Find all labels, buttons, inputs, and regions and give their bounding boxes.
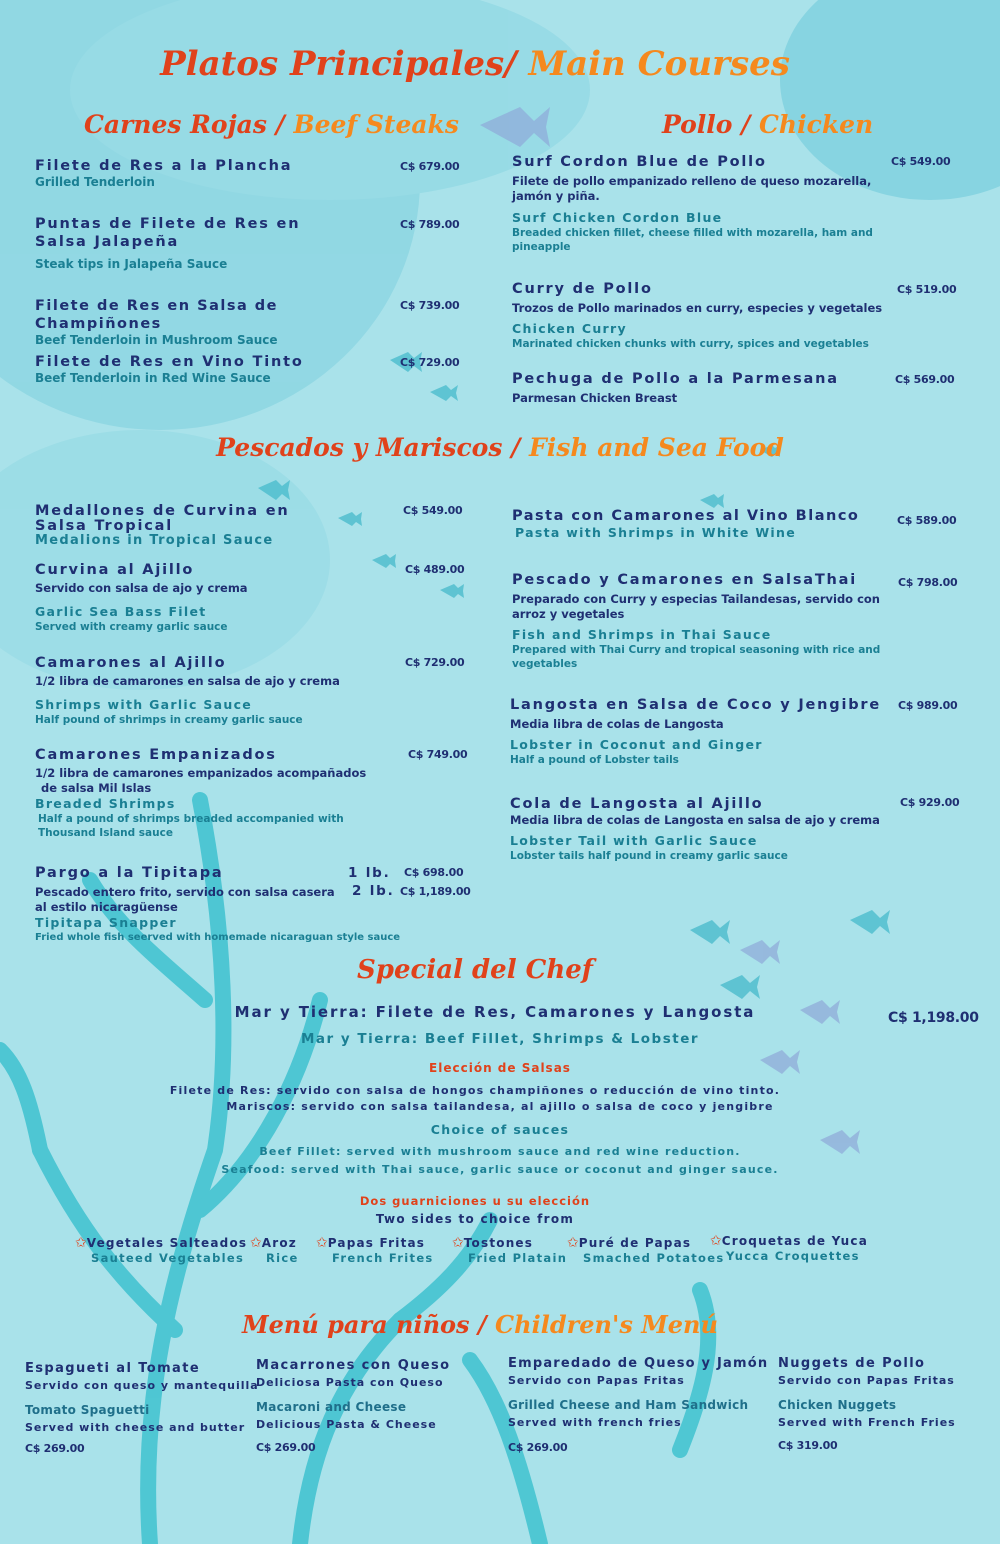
item-description-cont: de salsa Mil Islas: [41, 781, 152, 795]
item-description: Servido con Papas Fritas: [778, 1374, 955, 1387]
item-price: C$ 269.00: [508, 1441, 568, 1454]
fish-right-item-3: [510, 696, 890, 767]
item-english: Grilled Cheese and Ham Sandwich: [508, 1398, 749, 1412]
item-english: Macaroni and Cheese: [256, 1400, 407, 1414]
item-description-cont: al estilo nicaragüense: [35, 900, 178, 914]
beef-item-3: [35, 297, 405, 347]
sauces-es-line-2: Mariscos: servido con salsa tailandesa, al ajillo o salsa de coco y jengibre: [226, 1100, 774, 1113]
item-name: Curry de Pollo: [512, 281, 653, 297]
item-name-cont: Salsa Jalapeña: [35, 234, 180, 250]
item-english-description: Lobster tails half pound in creamy garlic sauce: [510, 850, 788, 862]
chicken-item-2: [512, 280, 892, 351]
sauces-en-line-1: Beef Fillet: served with mushroom sauce and red wine reduction.: [259, 1145, 741, 1158]
item-price: C$ 269.00: [256, 1441, 316, 1454]
fish-right-item-4: [510, 795, 890, 863]
side-option-3: [316, 1232, 434, 1265]
chicken-item-3-price: C$ 569.00: [895, 373, 955, 386]
page-title: [0, 44, 950, 84]
item-english: Beef Tenderloin in Red Wine Sauce: [35, 371, 271, 385]
item-english-description: Served with cheese and butter: [25, 1421, 246, 1434]
beef-item-2: [35, 215, 395, 271]
item-name: Camarones Empanizados: [35, 747, 277, 763]
item-description: 1/2 libra de camarones empanizados acompañados: [35, 766, 367, 780]
sides-title-es: Dos guarniciones u su elección: [359, 1194, 591, 1208]
item-english: Medalions in Tropical Sauce: [35, 533, 274, 548]
item-english: Pasta with Shrimps in White Wine: [515, 525, 796, 540]
item-english: Tomato Spaguetti: [25, 1403, 150, 1417]
fish-item-4-price: C$ 749.00: [408, 748, 468, 761]
side-option-1: [75, 1232, 247, 1265]
star-icon: ✩: [75, 1235, 87, 1251]
item-name: Langosta en Salsa de Coco y Jengibre: [510, 697, 881, 713]
beef-item-3-price: C$ 739.00: [400, 299, 460, 312]
chicken-item-1-price: C$ 549.00: [891, 155, 951, 168]
side-option-4: [452, 1232, 567, 1265]
fish-right-item-1-price: C$ 589.00: [897, 514, 957, 527]
side-en: Smached Potatoes: [583, 1251, 725, 1265]
star-icon: ✩: [316, 1235, 328, 1251]
special-price: C$ 1,198.00: [888, 1010, 979, 1026]
item-description: 1/2 libra de camarones en salsa de ajo y crema: [35, 674, 340, 688]
fish-right-item-3-price: C$ 989.00: [898, 699, 958, 712]
fish-item-3-price: C$ 729.00: [405, 656, 465, 669]
item-name: Filete de Res en Salsa de Champiñones: [35, 298, 279, 332]
chicken-section-title: [662, 110, 873, 139]
kids-section-title: [0, 1310, 960, 1339]
item-english: Garlic Sea Bass Filet: [35, 604, 207, 619]
item-description: Servido con queso y mantequilla: [25, 1379, 259, 1392]
item-name: Filete de Res en Vino Tinto: [35, 354, 304, 370]
item-name-cont: Salsa Tropical: [35, 518, 173, 534]
item-name: Emparedado de Queso y Jamón: [508, 1356, 769, 1371]
sauces-es-line-1: Filete de Res: servido con salsa de hongos champiñones o reducción de vino tinto.: [169, 1084, 781, 1097]
fish-item-5-size-1: 1 lb.: [348, 865, 391, 881]
sauces-title-en: Choice of sauces: [430, 1122, 570, 1137]
item-description: Deliciosa Pasta con Queso: [256, 1376, 444, 1389]
side-es: Croquetas de Yuca: [721, 1234, 869, 1248]
item-english-description: Half pound of shrimps in creamy garlic sauce: [35, 714, 303, 726]
item-description: Filete de pollo empanizado relleno de queso mozarella, jamón y piña.: [512, 174, 872, 203]
item-name: Cola de Langosta al Ajillo: [510, 796, 764, 812]
beef-title-es: Carnes Rojas /: [84, 110, 285, 139]
item-name: Pasta con Camarones al Vino Blanco: [512, 508, 860, 524]
side-es: Papas Fritas: [327, 1236, 426, 1250]
side-en: Rice: [266, 1251, 299, 1265]
fish-item-4: [35, 746, 395, 840]
item-english-description-cont: Thousand Island sauce: [38, 827, 173, 839]
item-description: Servido con salsa de ajo y crema: [35, 581, 248, 595]
fish-section-title: [0, 433, 1000, 462]
fish-item-5-size-2: 2 lb.: [352, 883, 395, 899]
item-description: Parmesan Chicken Breast: [512, 391, 678, 405]
star-icon: ✩: [710, 1233, 722, 1249]
fish-item-2: [35, 561, 395, 634]
item-english-description: Marinated chicken chunks with curry, spices and vegetables: [512, 338, 869, 350]
item-english-description-cont: vegetables: [512, 658, 578, 670]
side-es: Tostones: [463, 1236, 534, 1250]
star-icon: ✩: [567, 1235, 579, 1251]
item-name: Macarrones con Queso: [256, 1358, 451, 1373]
side-option-6: [710, 1230, 868, 1263]
side-es: Vegetales Salteados: [86, 1236, 248, 1250]
page-title-en: Main Courses: [528, 44, 790, 84]
item-english: Lobster in Coconut and Ginger: [510, 737, 763, 752]
sauces-en-line-2: Seafood: served with Thai sauce, garlic sauce or coconut and ginger sauce.: [221, 1163, 779, 1176]
item-description: Trozos de Pollo marinados en curry, especies y vegetales: [512, 301, 883, 315]
kids-item-1: [25, 1360, 259, 1455]
beef-title-en: Beef Steaks: [293, 110, 459, 139]
beef-item-1-price: C$ 679.00: [400, 160, 460, 173]
fish-title-es: Pescados y Mariscos /: [216, 433, 521, 462]
item-price: C$ 319.00: [778, 1439, 838, 1452]
star-icon: ✩: [452, 1235, 464, 1251]
item-name: Nuggets de Pollo: [778, 1356, 926, 1371]
fish-item-1: [35, 503, 375, 549]
item-name: Filete de Res a la Plancha: [35, 158, 293, 174]
item-name: Pescado y Camarones en SalsaThai: [512, 572, 858, 588]
item-description: Preparado con Curry y especias Tailandesas, servido con: [512, 592, 880, 606]
item-description-cont: arroz y vegetales: [512, 607, 625, 621]
item-name: Camarones al Ajillo: [35, 655, 227, 671]
item-name: Surf Cordon Blue de Pollo: [512, 154, 767, 170]
item-description: Pescado entero frito, servido con salsa casera: [35, 885, 335, 899]
side-option-2: [250, 1232, 299, 1265]
kids-item-4: [778, 1355, 978, 1452]
item-english-description: Half a pound of shrimps breaded accompanied with: [38, 813, 344, 825]
special-english: Mar y Tierra: Beef Fillet, Shrimps & Lobster: [300, 1031, 700, 1047]
item-description: Media libra de colas de Langosta: [510, 717, 724, 731]
side-es: Aroz: [261, 1236, 297, 1250]
special-title: Special del Chef: [357, 955, 593, 985]
item-name: Curvina al Ajillo: [35, 562, 195, 578]
fish-item-5-price-1: C$ 698.00: [404, 866, 464, 879]
item-english-description: Fried whole fish seerved with homemade nicaraguan style sauce: [35, 932, 401, 943]
item-price: C$ 269.00: [25, 1442, 85, 1455]
item-name: Pechuga de Pollo a la Parmesana: [512, 371, 839, 387]
item-english: Breaded Shrimps: [35, 796, 176, 811]
item-english-description: Served with french fries: [508, 1416, 682, 1429]
item-english: Shrimps with Garlic Sauce: [35, 697, 253, 712]
beef-section-title: [84, 110, 459, 139]
side-option-5: [567, 1232, 725, 1265]
item-english-description: Served with French Fries: [778, 1416, 956, 1429]
fish-right-item-1: [512, 507, 892, 541]
star-icon: ✩: [250, 1235, 262, 1251]
fish-right-item-2-price: C$ 798.00: [898, 576, 958, 589]
item-english-description: Served with creamy garlic sauce: [35, 621, 228, 633]
fish-right-item-2: [512, 571, 882, 671]
chicken-item-2-price: C$ 519.00: [897, 283, 957, 296]
item-name: Pargo a la Tipitapa: [35, 865, 224, 881]
chicken-title-en: Chicken: [759, 110, 874, 139]
side-en: Sauteed Vegetables: [91, 1251, 245, 1265]
item-description: Media libra de colas de Langosta en salsa de ajo y crema: [510, 813, 880, 827]
item-name: Medallones de Curvina en: [35, 503, 290, 519]
item-english-description: Prepared with Thai Curry and tropical seasoning with rice and: [512, 644, 881, 656]
item-english: Steak tips in Jalapeña Sauce: [35, 257, 228, 271]
fish-item-2-price: C$ 489.00: [405, 563, 465, 576]
item-name: Espagueti al Tomate: [25, 1361, 201, 1376]
special-name: Mar y Tierra: Filete de Res, Camarones y Langosta: [234, 1003, 756, 1021]
fish-right-item-4-price: C$ 929.00: [900, 796, 960, 809]
item-english: Fish and Shrimps in Thai Sauce: [512, 627, 772, 642]
beef-item-4: [35, 353, 395, 385]
kids-title-en: Children's Menú: [495, 1310, 718, 1339]
kids-item-2: [256, 1357, 496, 1454]
side-en: Yucca Croquettes: [726, 1249, 860, 1263]
item-english: Chicken Nuggets: [778, 1398, 897, 1412]
beef-item-2-price: C$ 789.00: [400, 218, 460, 231]
side-en: French Frites: [332, 1251, 434, 1265]
fish-item-1-price: C$ 549.00: [403, 504, 463, 517]
item-english: Tipitapa Snapper: [35, 915, 177, 930]
item-english-description: Breaded chicken fillet, cheese filled with mozarella, ham and pineapple: [512, 227, 873, 253]
item-english: Grilled Tenderloin: [35, 175, 155, 189]
item-name: Puntas de Filete de Res en: [35, 216, 301, 232]
chicken-item-3: [512, 370, 882, 406]
kids-item-3: [508, 1355, 768, 1454]
chicken-title-es: Pollo /: [662, 110, 751, 139]
sides-title-en: Two sides to choice from: [375, 1212, 575, 1226]
page-title-es: Platos Principales/: [160, 44, 517, 84]
item-english-description: Delicious Pasta & Cheese: [256, 1418, 437, 1431]
item-description: Servido con Papas Fritas: [508, 1374, 685, 1387]
item-english: Surf Chicken Cordon Blue: [512, 210, 723, 225]
fish-item-5-price-2: C$ 1,189.00: [400, 885, 471, 898]
kids-title-es: Menú para niños /: [242, 1310, 487, 1339]
beef-item-4-price: C$ 729.00: [400, 356, 460, 369]
fish-item-3: [35, 654, 395, 727]
side-en: Fried Platain: [468, 1251, 568, 1265]
item-english-description: Half a pound of Lobster tails: [510, 754, 679, 766]
sauces-title-es: Elección de Salsas: [429, 1061, 571, 1075]
item-english: Beef Tenderloin in Mushroom Sauce: [35, 333, 278, 347]
item-english: Lobster Tail with Garlic Sauce: [510, 833, 758, 848]
side-es: Puré de Papas: [578, 1236, 692, 1250]
item-english: Chicken Curry: [512, 321, 627, 336]
chicken-item-1: [512, 153, 882, 254]
fish-title-en: Fish and Sea Food: [529, 433, 784, 462]
